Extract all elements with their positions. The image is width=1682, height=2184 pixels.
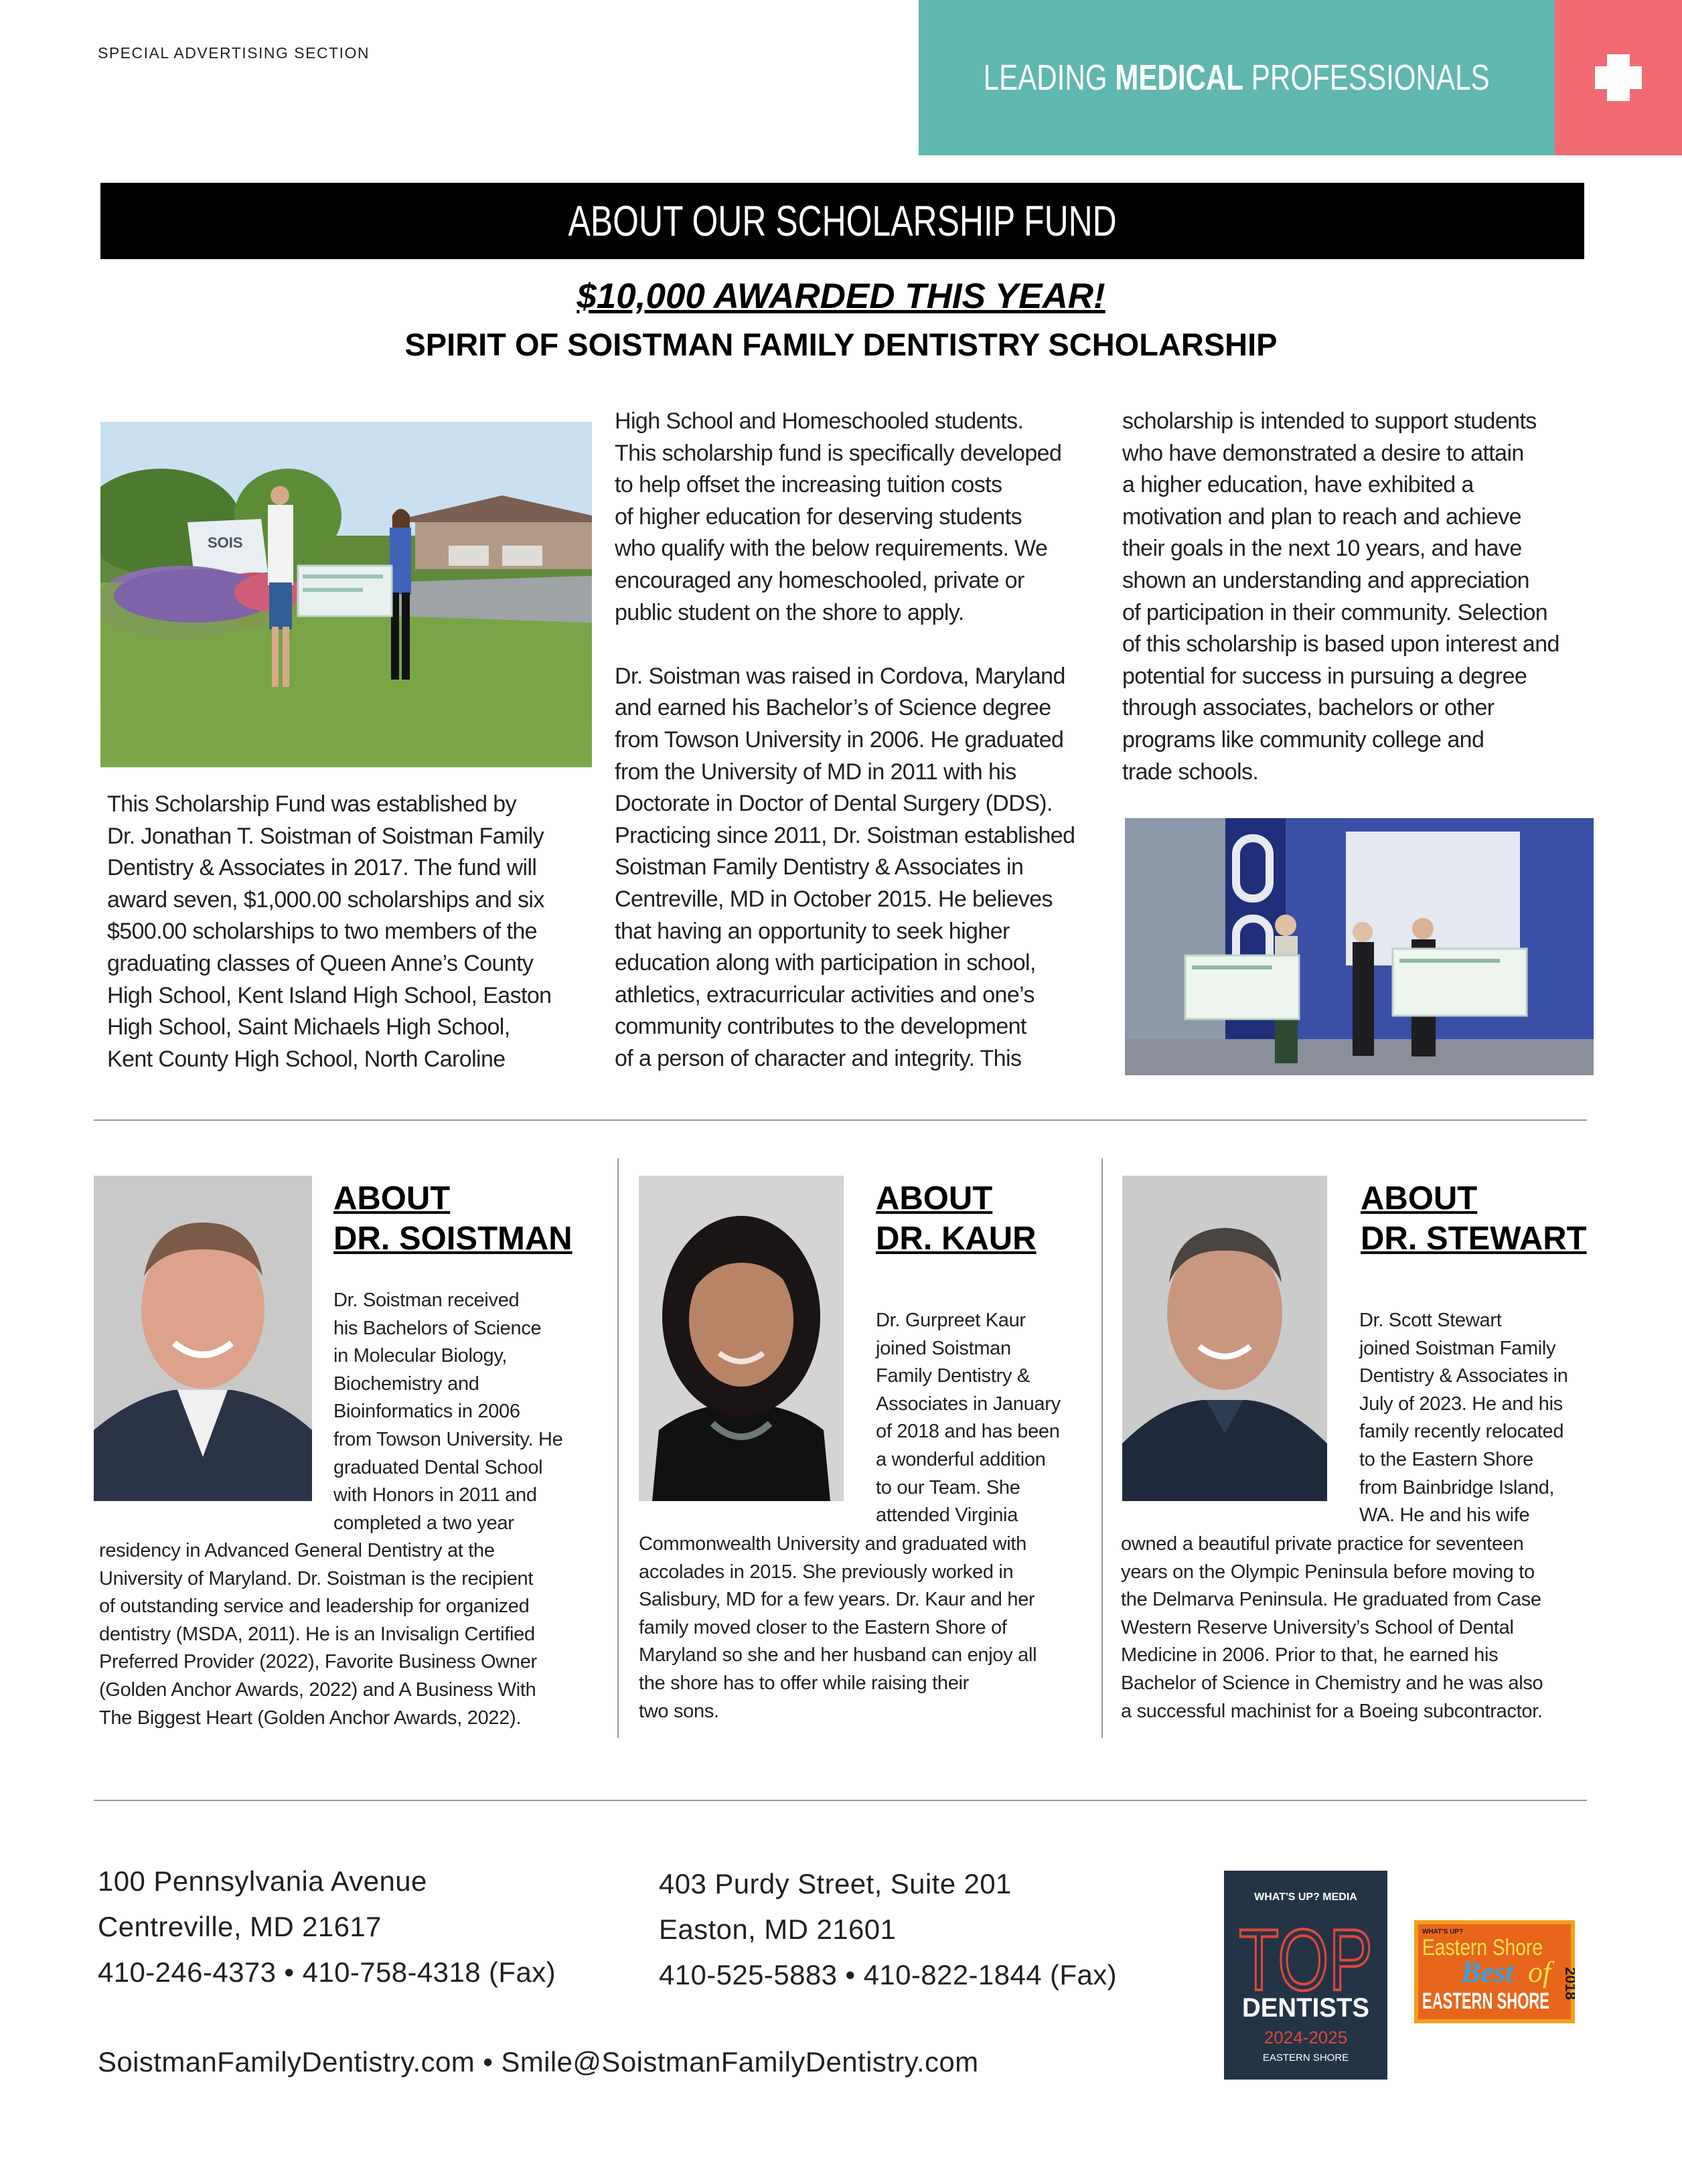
column-divider [1101, 1158, 1103, 1738]
text-line: joined Soistman Family [1359, 1337, 1556, 1359]
text-line: trade schools. [1122, 759, 1259, 785]
indoor-photo-art [1125, 818, 1594, 1075]
text-line: Medicine in 2006. Prior to that, he earned his [1121, 1644, 1499, 1666]
text-line: a higher education, have exhibited a [1122, 472, 1474, 498]
text-line: Dr. Soistman received [333, 1290, 520, 1311]
text-line: This scholarship fund is specifically developed [615, 440, 1062, 466]
dr-stewart-headshot [1122, 1176, 1327, 1501]
best-of-eastern-shore-badge [1414, 1920, 1575, 2023]
text-line: a wonderful addition [876, 1448, 1046, 1470]
text-line: of a person of character and integrity. This [615, 1045, 1022, 1071]
text-line: through associates, bachelors or other [1122, 695, 1495, 721]
text-line: Bioinformatics in 2006 [333, 1401, 520, 1423]
text-line: community contributes to the development [615, 1014, 1026, 1040]
text-line: Maryland so she and her husband can enjoy all [639, 1644, 1037, 1666]
text-line: Dr. Soistman was raised in Cordova, Maryland [615, 663, 1065, 689]
text-line: the shore has to offer while raising their [639, 1672, 970, 1694]
text-line: July of 2023. He and his [1359, 1393, 1563, 1415]
text-line: graduating classes of Queen Anne’s County [107, 950, 534, 976]
text-line: the Delmarva Peninsula. He graduated from Case [1121, 1589, 1541, 1611]
text-line: of participation in their community. Selection [1122, 599, 1548, 625]
text-line: Preferred Provider (2022), Favorite Business Owner [99, 1651, 537, 1673]
text-line: Dentistry & Associates in [1359, 1365, 1568, 1387]
text-line: from Towson University. He [333, 1428, 563, 1450]
text-line: to help offset the increasing tuition costs [615, 472, 1002, 498]
text-line: Practicing since 2011, Dr. Soistman established [615, 822, 1075, 848]
paragraph [615, 661, 1103, 1075]
scholarship-photo-outdoor [100, 422, 592, 767]
svg-text:WHAT'S UP? MEDIA: WHAT'S UP? MEDIA [1254, 1891, 1357, 1903]
text-line: residency in Advanced General Dentistry at the [99, 1540, 495, 1561]
dr-soistman-bio-wide [99, 1537, 537, 1732]
column-divider [617, 1158, 619, 1738]
text-line: Salisbury, MD for a few years. Dr. Kaur and her [639, 1589, 1035, 1611]
text-line: his Bachelors of Science [333, 1317, 542, 1339]
heading-line: ABOUT [1361, 1180, 1478, 1217]
dr-stewart-bio-narrow [1359, 1307, 1568, 1530]
text-line: Centreville, MD in October 2015. He believes [615, 886, 1053, 912]
text-line: to the Eastern Shore [1359, 1448, 1533, 1470]
outdoor-photo-art [100, 422, 592, 767]
text-line: with Honors in 2011 and [333, 1484, 537, 1506]
text-line: Western Reserve University’s School of Dental [1121, 1616, 1514, 1638]
office-centreville-address [98, 1859, 556, 1995]
text-line: and earned his Bachelor’s of Science degree [615, 695, 1051, 721]
text-line: completed a two year [333, 1512, 514, 1534]
address-line: 100 Pennsylvania Avenue [98, 1865, 427, 1897]
address-line: 403 Purdy Street, Suite 201 [659, 1868, 1012, 1899]
text-line: family recently relocated [1359, 1421, 1564, 1443]
text-line: that having an opportunity to seek higher [615, 918, 1010, 944]
text-line: from the University of MD in 2011 with his [615, 759, 1016, 785]
text-line: Family Dentistry & [876, 1365, 1030, 1387]
text-line: Biochemistry and [333, 1373, 479, 1395]
banner-title: LEADING MEDICAL PROFESSIONALS [984, 58, 1490, 98]
text-line: The Biggest Heart (Golden Anchor Awards, 2022). [99, 1707, 522, 1729]
divider [94, 1800, 1587, 1801]
text-line: of higher education for deserving students [615, 503, 1022, 530]
scholarship-subtitle: SPIRIT OF SOISTMAN FAMILY DENTISTRY SCHOLARSHIP [404, 327, 1278, 362]
svg-text:Best: Best [1461, 1956, 1514, 1988]
scholarship-title: ABOUT OUR SCHOLARSHIP FUND [568, 197, 1117, 245]
heading-line: DR. SOISTMAN [333, 1221, 572, 1257]
text-line: encouraged any homeschooled, private or [615, 567, 1024, 593]
text-line: (Golden Anchor Awards, 2022) and A Business With [99, 1679, 536, 1701]
text-line: dentistry (MSDA, 2011). He is an Invisalign Certified [99, 1623, 535, 1645]
text-line: High School, Saint Michaels High School, [107, 1014, 510, 1040]
website-email-line: SoistmanFamilyDentistry.com • Smile@SoistmanFamilyDentistry.com [98, 2046, 979, 2078]
text-line: accolades in 2015. She previously worked in [639, 1561, 1014, 1583]
text-line: Commonwealth University and graduated with [639, 1533, 1026, 1555]
svg-text:Eastern Shore: Eastern Shore [1422, 1935, 1543, 1960]
office-easton-address [659, 1861, 1117, 1998]
headshot-art [1122, 1176, 1327, 1501]
top-dentists-badge [1224, 1871, 1387, 2080]
phone-line: 410-525-5883 • 410-822-1844 (Fax) [659, 1959, 1118, 1991]
text-line: attended Virginia [876, 1504, 1018, 1527]
plus-icon-bar [1595, 66, 1642, 89]
text-line: High School and Homeschooled students. [615, 408, 1024, 434]
dr-kaur-headshot [639, 1176, 844, 1501]
text-line: Soistman Family Dentistry & Associates in [615, 854, 1024, 880]
text-line: years on the Olympic Peninsula before moving to [1121, 1561, 1535, 1583]
text-line: programs like community college and [1122, 726, 1484, 753]
text-line: from Towson University in 2006. He graduated [615, 726, 1064, 753]
section-label: SPECIAL ADVERTISING SECTION [98, 44, 370, 62]
dr-kaur-heading [876, 1178, 1037, 1259]
text-line: two sons. [639, 1700, 719, 1722]
text-line: in Molecular Biology, [333, 1345, 508, 1367]
paragraph [615, 406, 1103, 629]
headshot-art [94, 1176, 312, 1501]
text-line: Dr. Gurpreet Kaur [876, 1310, 1026, 1331]
scholarship-text-col1 [107, 789, 596, 1075]
address-line: Centreville, MD 21617 [98, 1911, 382, 1942]
svg-text:DENTISTS: DENTISTS [1242, 1993, 1369, 2023]
dr-kaur-bio-wide [639, 1531, 1037, 1725]
text-line: University of Maryland. Dr. Soistman is the recipient [99, 1567, 534, 1589]
dr-soistman-headshot [94, 1176, 312, 1501]
svg-text:WHAT'S UP?: WHAT'S UP? [1422, 1928, 1464, 1936]
svg-text:EASTERN SHORE: EASTERN SHORE [1422, 1988, 1549, 2014]
text-line: Dr. Scott Stewart [1359, 1310, 1502, 1331]
svg-text:2024-2025: 2024-2025 [1264, 2027, 1348, 2047]
heading-line: ABOUT [876, 1180, 993, 1217]
text-line: joined Soistman [876, 1337, 1011, 1359]
scholarship-title-bar [100, 183, 1584, 259]
text-line: Associates in January [876, 1393, 1061, 1415]
text-line: of 2018 and has been [876, 1421, 1060, 1443]
text-line: of outstanding service and leadership for organized [99, 1595, 530, 1618]
svg-text:EASTERN SHORE: EASTERN SHORE [1262, 2052, 1349, 2063]
heading-line: DR. STEWART [1361, 1221, 1587, 1257]
text-line: athletics, extracurricular activities and one’s [615, 982, 1035, 1008]
dr-kaur-bio-narrow [876, 1307, 1061, 1530]
text-line: Doctorate in Doctor of Dental Surgery (DDS). [615, 791, 1053, 817]
text-line: owned a beautiful private practice for seventeen [1121, 1533, 1524, 1555]
text-line: who qualify with the below requirements. We [615, 536, 1048, 562]
divider [94, 1119, 1587, 1121]
text-line: who have demonstrated a desire to attain [1122, 440, 1524, 466]
header-banner [919, 0, 1555, 155]
dr-stewart-heading [1361, 1178, 1587, 1259]
scholarship-photo-indoor [1125, 818, 1594, 1075]
text-line: of this scholarship is based upon interest and [1122, 631, 1559, 657]
text-line: a successful machinist for a Boeing subcontractor. [1121, 1700, 1543, 1722]
text-line: scholarship is intended to support students [1122, 408, 1537, 434]
heading-line: DR. KAUR [876, 1221, 1037, 1257]
dr-soistman-heading [333, 1178, 572, 1259]
top-dentists-badge-art [1224, 1871, 1387, 2080]
text-line: from Bainbridge Island, [1359, 1476, 1555, 1498]
text-line: High School, Kent Island High School, Easton [107, 982, 552, 1008]
svg-text:TOP: TOP [1239, 1911, 1373, 2009]
phone-line: 410-246-4373 • 410-758-4318 (Fax) [98, 1956, 556, 1988]
headshot-art [639, 1176, 844, 1501]
text-line: shown an understanding and appreciation [1122, 567, 1529, 593]
svg-text:2018: 2018 [1562, 1967, 1575, 2000]
svg-text:of: of [1528, 1956, 1551, 1988]
address-line: Easton, MD 21601 [659, 1914, 897, 1945]
text-line: $500.00 scholarships to two members of the [107, 919, 537, 945]
best-of-badge-art [1414, 1920, 1575, 2023]
text-line: their goals in the next 10 years, and have [1122, 536, 1522, 562]
text-line: This Scholarship Fund was established by [107, 791, 516, 817]
heading-line: ABOUT [333, 1180, 451, 1217]
text-line: graduated Dental School [333, 1456, 543, 1478]
text-line: to our Team. She [876, 1476, 1020, 1498]
text-line: Kent County High School, North Caroline [107, 1046, 506, 1072]
scholarship-text-col2 [615, 406, 1103, 1107]
dr-soistman-bio-narrow [333, 1287, 562, 1537]
text-line: Bachelor of Science in Chemistry and he was also [1121, 1672, 1543, 1694]
scholarship-text-col3 [1122, 406, 1611, 788]
svg-text:SOIS: SOIS [208, 534, 243, 551]
text-line: potential for success in pursuing a degree [1122, 663, 1527, 689]
text-line: motivation and plan to reach and achieve [1122, 503, 1521, 530]
text-line: public student on the shore to apply. [615, 599, 964, 625]
text-line: education along with participation in school, [615, 950, 1036, 976]
text-line: family moved closer to the Eastern Shore of [639, 1616, 1007, 1638]
text-line: WA. He and his wife [1359, 1504, 1530, 1527]
text-line: Dentistry & Associates in 2017. The fund will [107, 855, 537, 881]
text-line: Dr. Jonathan T. Soistman of Soistman Family [107, 823, 544, 849]
award-heading: $10,000 AWARDED THIS YEAR! [577, 277, 1105, 316]
text-line: award seven, $1,000.00 scholarships and six [107, 886, 544, 913]
dr-stewart-bio-wide [1121, 1531, 1543, 1725]
